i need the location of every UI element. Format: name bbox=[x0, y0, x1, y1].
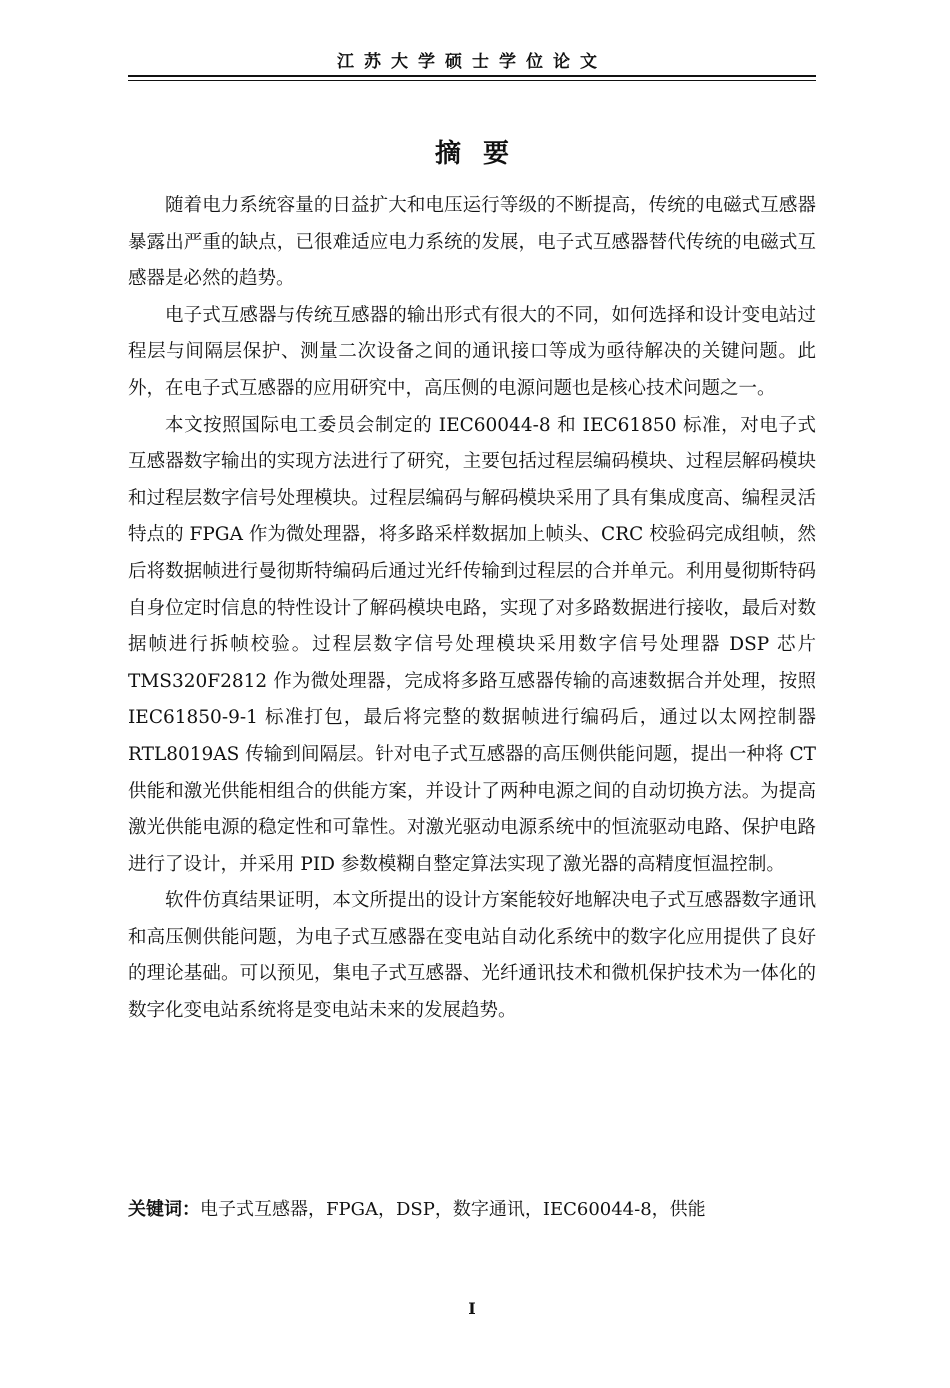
abstract-body bbox=[128, 188, 816, 1030]
abstract-paragraph-4: 软件仿真结果证明，本文所提出的设计方案能较好地解决电子式互感器数字通讯和高压侧供能问题，为电子式互感器在变电站自动化系统中的数字化应用提供了良好的理论基础。可以预见，集电子式互感器、光纤通讯技术和微机保护技术为一体化的数字化变电站系统将是变电站未来的发展趋势。 bbox=[128, 890, 816, 1022]
abstract-paragraph-2: 电子式互感器与传统互感器的输出形式有很大的不同，如何选择和设计变电站过程层与间隔层保护、测量二次设备之间的通讯接口等成为亟待解决的关键问题。此外，在电子式互感器的应用研究中，高压侧的电源问题也是核心技术问题之一。 bbox=[128, 304, 816, 399]
header-rule-thick bbox=[128, 75, 816, 77]
keywords-text: 电子式互感器，FPGA，DSP，数字通讯，IEC60044-8，供能 bbox=[200, 1199, 706, 1220]
keywords-line bbox=[128, 1193, 816, 1227]
abstract-paragraph-1: 随着电力系统容量的日益扩大和电压运行等级的不断提高，传统的电磁式互感器暴露出严重的缺点，已很难适应电力系统的发展，电子式互感器替代传统的电磁式互感器是必然的趋势。 bbox=[128, 195, 816, 290]
running-header: 江苏大学硕士学位论文 bbox=[337, 52, 607, 72]
abstract-paragraph-3: 本文按照国际电工委员会制定的 IEC60044-8 和 IEC61850 标准，对电子式互感器数字输出的实现方法进行了研究，主要包括过程层编码模块、过程层解码模块和过程层数字信号处理模块。过程层编码与解码模块采用了具有集成度高、编程灵活特点的 FPGA 作为微处理器，将多路采样数据加上帧头、CRC 校验码完成组帧，然后将数据帧进行曼彻斯特编码后通过光纤传输到过程层的合并单元。利用曼彻斯特码自身位定时信息的特性设计了解码模块电路，实现了对多路数据进行接收，最后对数据帧进行拆帧校验。过程层数字信号处理模块采用数字信号处理器 DSP 芯片 TMS320F2812 作为微处理器，完成将多路互感器传输的高速数据合并处理，按照 IEC61850-9-1 标准打包，最后将完整的数据帧进行编码后，通过以太网控制器 RTL8019AS 传输到间隔层。针对电子式互感器的高压侧供能问题，提出一种将 CT 供能和激光供能相组合的供能方案，并设计了两种电源之间的自动切换方法。为提高激光供能电源的稳定性和可靠性。对激光驱动电源系统中的恒流驱动电路、保护电路进行了设计，并采用 PID 参数模糊自整定算法实现了激光器的高精度恒温控制。 bbox=[128, 414, 816, 875]
abstract-title: 摘要 bbox=[434, 139, 531, 169]
header-rule-thin bbox=[128, 80, 816, 81]
keywords-label: 关键词： bbox=[128, 1199, 200, 1220]
page-number: I bbox=[468, 1299, 476, 1318]
